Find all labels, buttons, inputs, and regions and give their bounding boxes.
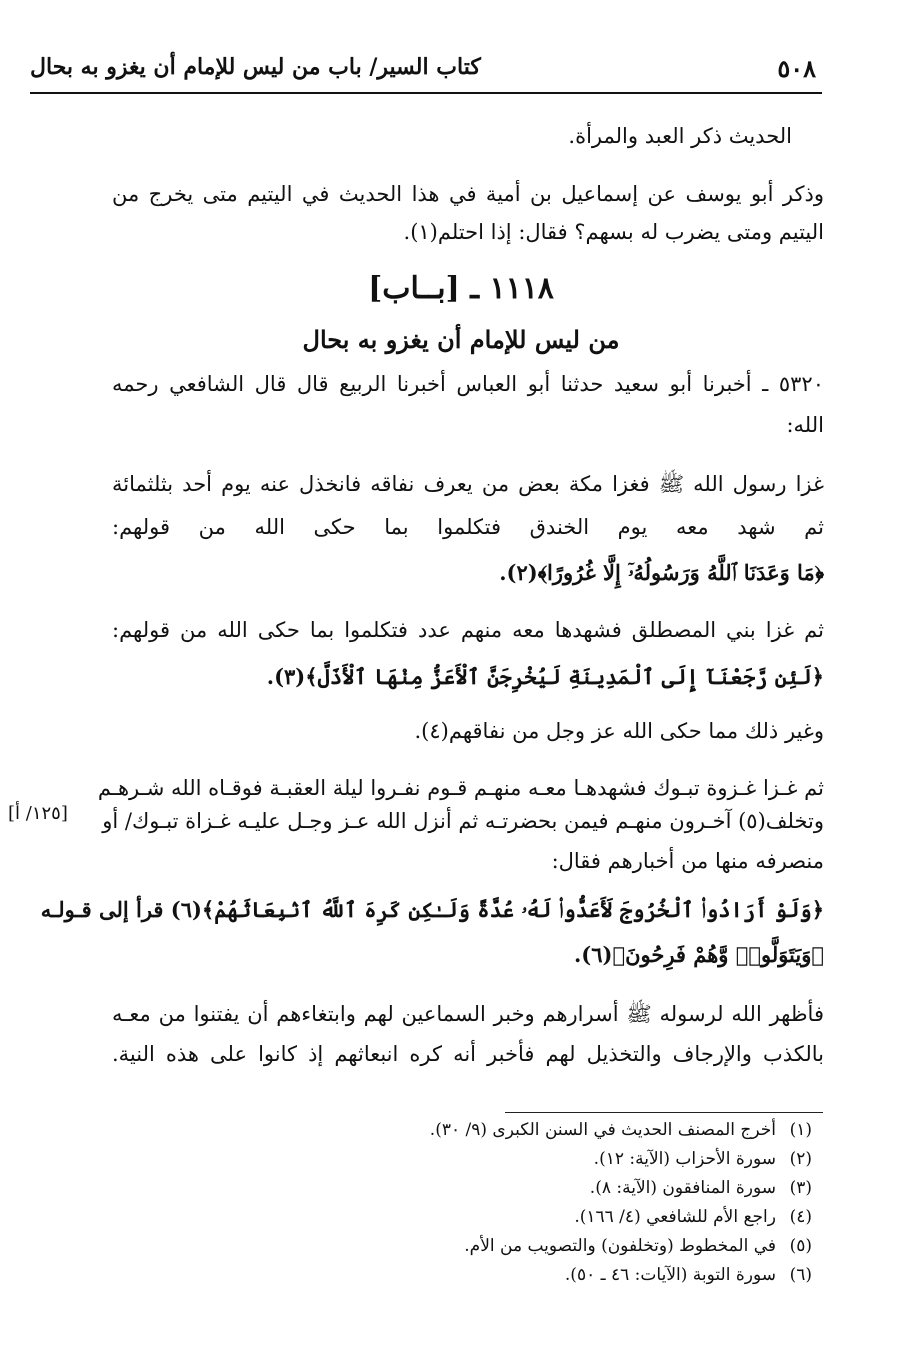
text-line: منصرفه منها من أخبارهم فقال: (551, 849, 824, 873)
footnote (430, 1116, 812, 1146)
footnote (594, 1145, 812, 1175)
chapter-title: من ليس للإمام أن يغزو به بحال (302, 325, 620, 354)
text-line: غزا رسول الله ﷺ فغزا مكة بعض من يعرف نفاقه فانخذل عنه يوم أحد بثلثمائة (112, 472, 824, 496)
text-line: ثم غزا بني المصطلق فشهدها معه منهم عدد فتكلموا بما حكى الله من قولهم: (112, 618, 824, 642)
footnote-number: (٤) (789, 1207, 812, 1227)
footnote-number: (٢) (789, 1149, 812, 1169)
quran-verse: ﴿وَيَتَوَلَّوا۟ وَّهُمْ فَرِحُونَ﴾(٦). (574, 942, 824, 967)
footnote (565, 1261, 812, 1291)
footnote-number: (٦) (789, 1265, 812, 1285)
running-header (30, 48, 820, 92)
text-line: بالكذب والإرجاف والتخذيل لهم فأخبر أنه كره انبعاثهم إذ كانوا على هذه النية. (112, 1042, 824, 1066)
footnote-text: سورة المنافقون (الآية: ٨). (589, 1178, 776, 1198)
text-line: فأظهر الله لرسوله ﷺ أسرارهم وخبر السماعين لهم وابتغاءهم أن يفتنوا من معـه (112, 1002, 824, 1026)
footnote-number: (٣) (789, 1178, 812, 1198)
footnote (574, 1203, 812, 1233)
footnote (590, 1174, 812, 1204)
text-line: وغير ذلك مما حكى الله عز وجل من نفاقهم(٤). (414, 719, 824, 743)
text-line: الله: (786, 413, 824, 437)
chapter-number: ١١١٨ ـ [بــاب] (368, 271, 554, 306)
footnote-rule (505, 1112, 823, 1113)
hadith-line: ٥٣٢٠ ـ أخبرنا أبو سعيد حدثنا أبو العباس أخبرنا الربيع قال قال الشافعي رحمه (112, 372, 824, 396)
quran-verse: ﴿مَا وَعَدَنَا ٱللَّهُ وَرَسُولُهُۥٓ إِلَّا غُرُورًا﴾(٢). (499, 560, 824, 585)
footnote-number: (٥) (789, 1236, 812, 1256)
text-line: اليتيم ومتى يضرب له بسهم؟ فقال: إذا احتلم(١). (403, 220, 824, 244)
footnote-text: سورة التوبة (الآيات: ٤٦ ـ ٥٠). (564, 1265, 776, 1285)
page-number: ٥٠٨ (777, 54, 816, 83)
footnote-number: (١) (789, 1120, 812, 1140)
footnote-text: أخرج المصنف الحديث في السنن الكبرى (٩/ ٣٠). (429, 1120, 776, 1140)
footnote-text: في المخطوط (وتخلفون) والتصويب من الأم. (464, 1236, 776, 1256)
quran-verse: ﴿لَئِن رَّجَعْنَآ إِلَى ٱلْمَدِينَةِ لَيُخْرِجَنَّ ٱلْأَعَزُّ مِنْهَا ٱلْأَذَلَّ﴾(٣). (266, 664, 824, 689)
running-title: كتاب السير/ باب من ليس للإمام أن يغزو به بحال (30, 54, 481, 80)
margin-folio-note: [١٢٥/ أ] (8, 803, 68, 824)
text-line: ثم شهد معه يوم الخندق فتكلموا بما حكى الله من قولهم: (112, 515, 824, 539)
footnote (464, 1232, 812, 1262)
quran-verse: ﴿وَلَوْ أَرَادُوا۟ ٱلْخُرُوجَ لَأَعَدُّوا۟ لَهُۥ عُدَّةً وَلَـٰكِن كَرِهَ ٱللَّهُ ٱنۢبِعَاثَهُمْ﴾(٦) قرأ إلى قـولـه (40, 897, 824, 922)
header-rule (30, 92, 822, 94)
text-line: الحديث ذكر العبد والمرأة. (568, 124, 792, 148)
text-line: وتخلف(٥) آخـرون منهـم فيمن بحضرتـه ثم أنزل الله عـز وجـل عليـه غـزاة تبـوك/ أو (102, 809, 824, 833)
footnote-text: سورة الأحزاب (الآية: ١٢). (593, 1149, 776, 1169)
text-line: وذكر أبو يوسف عن إسماعيل بن أمية في هذا الحديث في اليتيم متى يخرج من (112, 182, 824, 206)
footnote-text: راجع الأم للشافعي (٤/ ١٦٦). (574, 1207, 776, 1227)
text-line: ثم غـزا غـزوة تبـوك فشهدهـا معـه منهـم قـوم نفـروا ليلة العقبـة فوقـاه الله شـرهـم (97, 776, 824, 800)
